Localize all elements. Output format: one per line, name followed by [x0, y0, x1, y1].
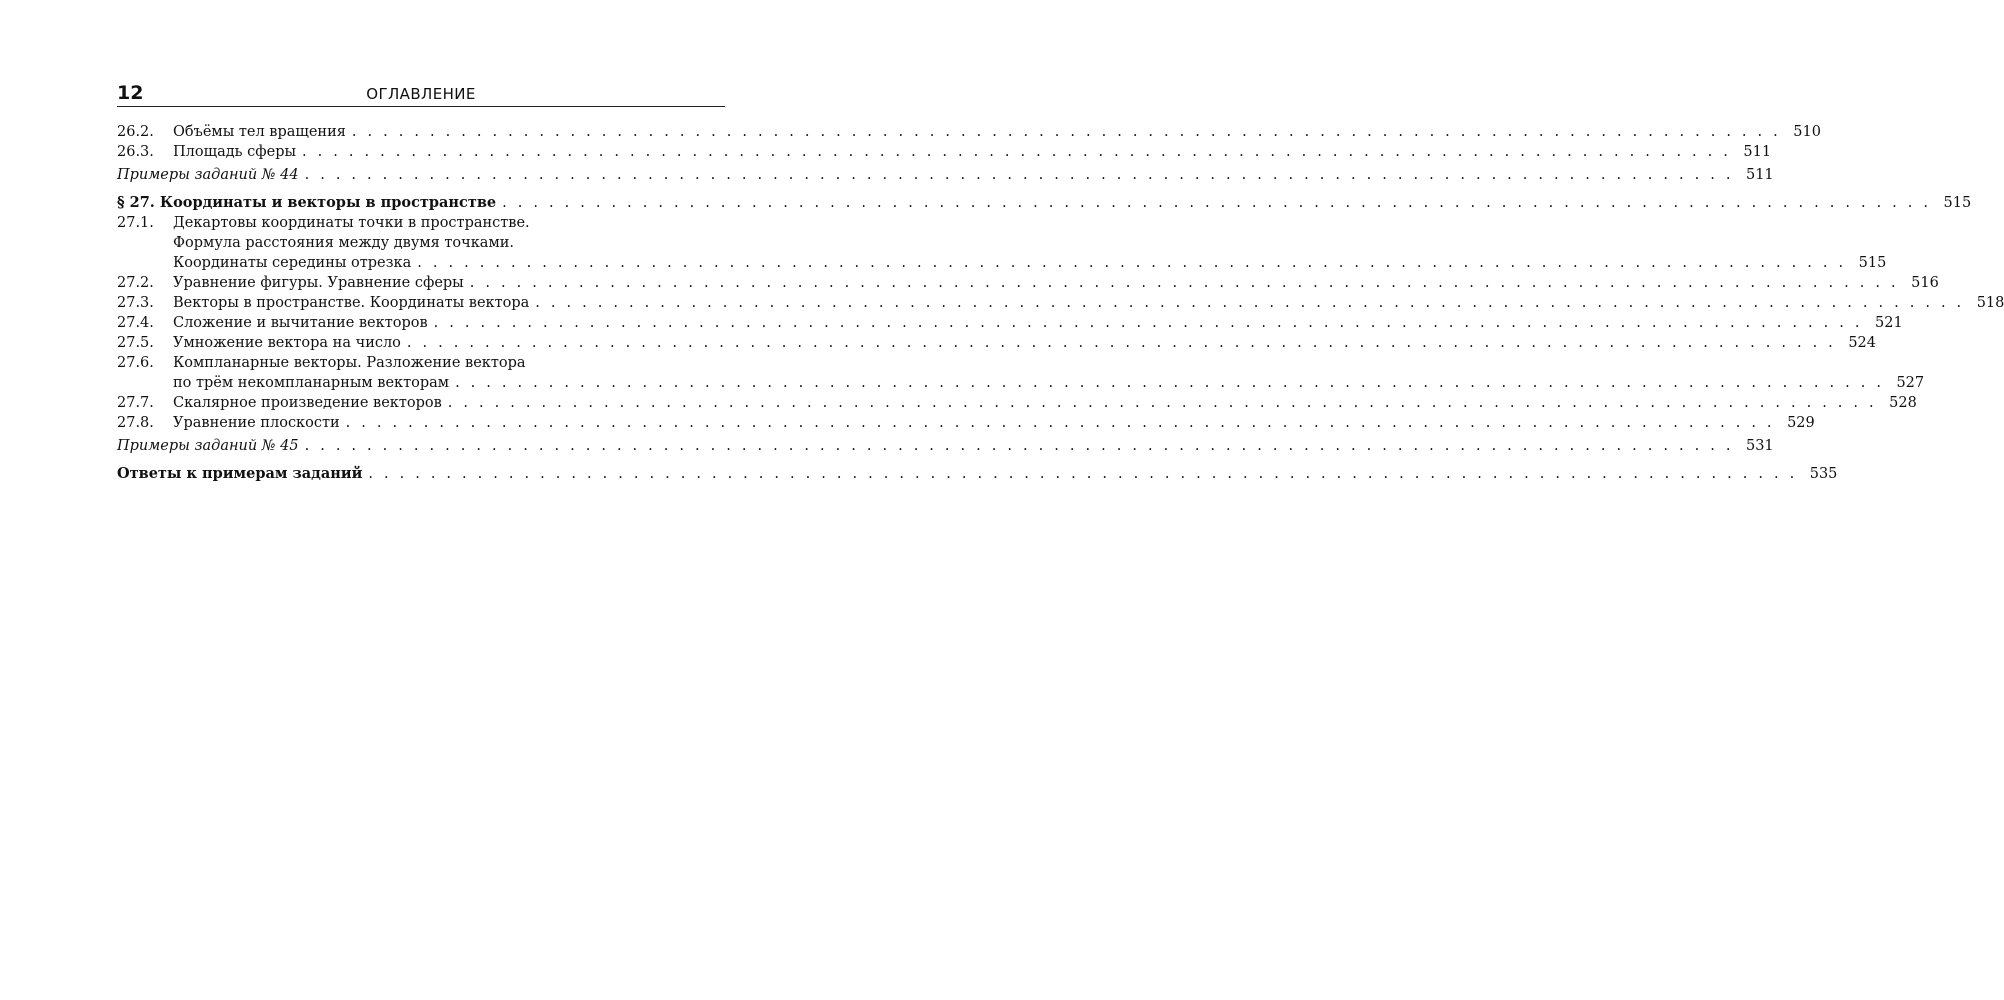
toc-entry-examples-44[interactable] — [117, 165, 1774, 185]
dot-leader: . . . . . . . . . . . . . . . . . . . . . . . . . . . . . . . . . . . . . . . . . . . . . . . . . . . . . . . . . . . . . . . . . . . . . . . . . . . . . . . . . . . . . . . . . . . . — [406, 335, 1836, 351]
running-head — [117, 80, 725, 106]
running-title: ОГЛАВЛЕНИЕ — [366, 85, 476, 103]
table-of-contents — [117, 122, 2004, 484]
toc-entry-title: Уравнение фигуры. Уравнение сферы — [173, 275, 464, 291]
toc-entry-number: 27.3. — [117, 295, 154, 311]
toc-entry-number: 27.4. — [117, 315, 154, 331]
toc-entry-title-line: по трём некомпланарным векторам — [173, 375, 450, 391]
dot-leader: . . . . . . . . . . . . . . . . . . . . . . . . . . . . . . . . . . . . . . . . . . . . . . . . . . . . . . . . . . . . . . . . . . . . . . . . . . . . . . . . . . . . . . . . . . . . — [368, 466, 1798, 482]
toc-entry-title: Скалярное произведение векторов — [173, 395, 442, 411]
dot-leader: . . . . . . . . . . . . . . . . . . . . . . . . . . . . . . . . . . . . . . . . . . . . . . . . . . . . . . . . . . . . . . . . . . . . . . . . . . . . . . . . . . . . . . . . . . . . — [351, 124, 1781, 140]
dot-leader: . . . . . . . . . . . . . . . . . . . . . . . . . . . . . . . . . . . . . . . . . . . . . . . . . . . . . . . . . . . . . . . . . . . . . . . . . . . . . . . . . . . . . . . . . . . . — [535, 295, 1965, 311]
toc-entry-page: 515 — [1943, 195, 1972, 211]
toc-entry-title: Объёмы тел вращения — [173, 124, 346, 140]
toc-entry-27-3[interactable] — [117, 293, 2004, 313]
dot-leader: . . . . . . . . . . . . . . . . . . . . . . . . . . . . . . . . . . . . . . . . . . . . . . . . . . . . . . . . . . . . . . . . . . . . . . . . . . . . . . . . . . . . . . . . . . . . — [502, 195, 1932, 211]
toc-entry-number: 27.8. — [117, 415, 154, 431]
toc-entry-27-2[interactable] — [117, 273, 1939, 293]
toc-entry-title: Примеры заданий № 45 — [117, 438, 299, 454]
toc-entry-title: Векторы в пространстве. Координаты вектора — [173, 295, 530, 311]
toc-section-title: Ответы к примерам заданий — [117, 465, 363, 482]
toc-entry-number: 26.2. — [117, 124, 154, 140]
toc-entry-number: 27.2. — [117, 275, 154, 291]
toc-entry-page: 527 — [1896, 375, 1925, 391]
dot-leader: . . . . . . . . . . . . . . . . . . . . . . . . . . . . . . . . . . . . . . . . . . . . . . . . . . . . . . . . . . . . . . . . . . . . . . . . . . . . . . . . . . . . . . . . . . . . — [345, 415, 1775, 431]
toc-entry-page: 510 — [1793, 124, 1821, 140]
dot-leader: . . . . . . . . . . . . . . . . . . . . . . . . . . . . . . . . . . . . . . . . . . . . . . . . . . . . . . . . . . . . . . . . . . . . . . . . . . . . . . . . . . . . . . . . . . . . — [455, 375, 1885, 391]
toc-entry-title: Сложение и вычитание векторов — [173, 315, 428, 331]
toc-entry-27-1[interactable] — [117, 213, 1887, 273]
dot-leader: . . . . . . . . . . . . . . . . . . . . . . . . . . . . . . . . . . . . . . . . . . . . . . . . . . . . . . . . . . . . . . . . . . . . . . . . . . . . . . . . . . . . . . . . . . . . — [304, 438, 1734, 454]
toc-entry-number: 27.7. — [117, 395, 154, 411]
dot-leader: . . . . . . . . . . . . . . . . . . . . . . . . . . . . . . . . . . . . . . . . . . . . . . . . . . . . . . . . . . . . . . . . . . . . . . . . . . . . . . . . . . . . . . . . . . . . — [302, 144, 1732, 160]
toc-entry-27-5[interactable] — [117, 333, 1876, 353]
toc-entry-title-line: Формула расстояния между двумя точками. — [173, 235, 514, 251]
toc-entry-page: 516 — [1911, 275, 1939, 291]
toc-entry-title: Площадь сферы — [173, 144, 297, 160]
toc-entry-answers[interactable] — [117, 464, 1838, 484]
toc-entry-title: Примеры заданий № 44 — [117, 167, 299, 183]
toc-entry-page: 521 — [1875, 315, 1903, 331]
toc-entry-number: 27.1. — [117, 215, 154, 231]
toc-entry-number: 27.5. — [117, 335, 154, 351]
toc-entry-page: 529 — [1787, 415, 1815, 431]
header-rule — [117, 106, 725, 107]
toc-entry-page: 528 — [1889, 395, 1917, 411]
toc-entry-page: 515 — [1858, 255, 1887, 271]
toc-entry-page: 531 — [1745, 438, 1774, 454]
toc-entry-number: 27.6. — [117, 355, 154, 371]
toc-entry-section-27[interactable] — [117, 193, 1972, 213]
toc-entry-27-7[interactable] — [117, 393, 1917, 413]
toc-entry-26-2[interactable] — [117, 122, 1821, 142]
toc-entry-27-8[interactable] — [117, 413, 1815, 433]
toc-entry-page: 524 — [1848, 335, 1876, 351]
toc-entry-examples-45[interactable] — [117, 436, 1774, 456]
toc-entry-title-line: Компланарные векторы. Разложение вектора — [173, 355, 526, 371]
toc-entry-title-line: Координаты середины отрезка — [173, 255, 412, 271]
toc-entry-page: 511 — [1743, 144, 1772, 160]
toc-entry-page: 518 — [1976, 295, 2004, 311]
toc-entry-26-3[interactable] — [117, 142, 1772, 162]
toc-entry-27-6[interactable] — [117, 353, 1925, 393]
toc-entry-27-4[interactable] — [117, 313, 1903, 333]
toc-entry-title: Умножение вектора на число — [173, 335, 401, 351]
toc-entry-page: 511 — [1745, 167, 1774, 183]
toc-entry-number: 26.3. — [117, 144, 154, 160]
dot-leader: . . . . . . . . . . . . . . . . . . . . . . . . . . . . . . . . . . . . . . . . . . . . . . . . . . . . . . . . . . . . . . . . . . . . . . . . . . . . . . . . . . . . . . . . . . . . — [447, 395, 1877, 411]
toc-entry-title: Уравнение плоскости — [173, 415, 340, 431]
page-number: 12 — [117, 82, 144, 104]
dot-leader: . . . . . . . . . . . . . . . . . . . . . . . . . . . . . . . . . . . . . . . . . . . . . . . . . . . . . . . . . . . . . . . . . . . . . . . . . . . . . . . . . . . . . . . . . . . . — [433, 315, 1863, 331]
dot-leader: . . . . . . . . . . . . . . . . . . . . . . . . . . . . . . . . . . . . . . . . . . . . . . . . . . . . . . . . . . . . . . . . . . . . . . . . . . . . . . . . . . . . . . . . . . . . — [417, 255, 1847, 271]
toc-section-title: § 27. Координаты и векторы в пространстве — [117, 194, 497, 211]
toc-entry-title-line: Декартовы координаты точки в пространстве. — [173, 215, 530, 231]
dot-leader: . . . . . . . . . . . . . . . . . . . . . . . . . . . . . . . . . . . . . . . . . . . . . . . . . . . . . . . . . . . . . . . . . . . . . . . . . . . . . . . . . . . . . . . . . . . . — [469, 275, 1899, 291]
dot-leader: . . . . . . . . . . . . . . . . . . . . . . . . . . . . . . . . . . . . . . . . . . . . . . . . . . . . . . . . . . . . . . . . . . . . . . . . . . . . . . . . . . . . . . . . . . . . — [304, 167, 1734, 183]
toc-entry-page: 535 — [1809, 466, 1838, 482]
